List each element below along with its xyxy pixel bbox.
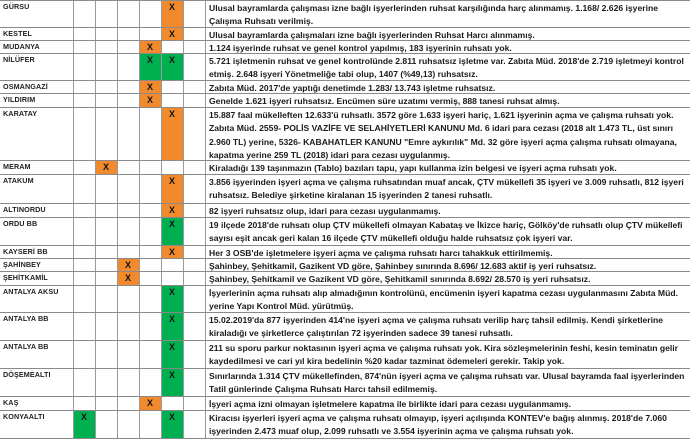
x-mark: X	[125, 260, 132, 270]
x-mark: X	[169, 2, 176, 12]
finding-cell	[205, 272, 690, 285]
municipality-cell	[0, 175, 73, 203]
finding-cell	[205, 175, 690, 203]
finding-text: 19 ilçede 2018'de ruhsatı olup ÇTV mükellefi olmayan Kabataş ve İkizce hariç, Gölköy'de ruhsatlı olup ÇTV mükellefi sayısı eşit ancak geri kalan 16 ilçede ÇTV mükellefi olduğu halde ruhsatsız çok işyeri var.	[209, 220, 683, 244]
category-cell-6	[183, 41, 205, 53]
municipality-name: KARATAY	[3, 109, 38, 118]
municipality-name: NİLÜFER	[3, 55, 35, 64]
municipality-cell	[0, 81, 73, 93]
finding-cell	[205, 204, 690, 217]
x-mark: X	[147, 95, 154, 105]
category-cell-1	[73, 272, 95, 285]
category-cell-6	[183, 286, 205, 312]
category-cell-4	[139, 81, 161, 93]
finding-text: 15.887 faal mükelleften 12.633'ü ruhsatlı. 3572 göre 1.633 işyeri hariç, 1.621 işyerinin açma ve çalışma ruhsatı yok. Zabıta Müd. 2559- POLİS VAZİFE VE SELAHİYETLERİ KANUNU Md. 6 idari para cezası (2018 alt 1.473 TL, üst sınırı 2.960 TL) yerine, 5326- KABAHATLER KANUNU "Emre aykırılık" Md. 32 göre işyeri açma çalışma ruhsatı olmayana, kapatma yerine 259 TL (2018) idari para cezası uygulanmış.	[209, 110, 677, 161]
category-cell-2	[95, 175, 117, 203]
table-row	[0, 53, 690, 80]
finding-text: Şahinbey, Şehitkamil ve Gazikent VD göre, Şehitkamil sınırında 8.692/ 28.570 iş yeri ruhsatsız.	[209, 274, 591, 284]
category-cell-1	[73, 1, 95, 27]
category-cell-2	[95, 313, 117, 340]
finding-text: 1.124 işyerinde ruhsat ve genel kontrol yapılmış, 183 işyerinin ruhsatı yok.	[209, 43, 512, 53]
municipality-name: ATAKUM	[3, 176, 34, 185]
category-cell-4	[139, 369, 161, 396]
category-cell-5	[161, 218, 183, 245]
municipality-cell	[0, 272, 73, 285]
municipality-name: YILDIRIM	[3, 95, 36, 104]
category-cell-1	[73, 94, 95, 107]
finding-cell	[205, 246, 690, 258]
category-cell-2	[95, 54, 117, 80]
finding-text: Genelde 1.621 işyeri ruhsatsız. Encümen süre uzatımı vermiş, 888 tanesi ruhsat almış.	[209, 96, 560, 106]
finding-text: Kiracısı işyerleri işyeri açma ve çalışma ruhsatı olmayıp, işyeri açılışında KONTEV'e bağış alınmış. 2018'de 7.060 işyerinden 2.473 muaf olup, 2.099 ruhsatlı ve 3.554 işyerinin açma ve çalışma ruhsatı yok.	[209, 413, 667, 437]
x-mark: X	[169, 109, 176, 119]
category-cell-2	[95, 204, 117, 217]
finding-text: Zabıta Müd. 2017'de yaptığı denetimde 1.283/ 13.743 işletme ruhsatsız.	[209, 83, 496, 93]
finding-cell	[205, 313, 690, 340]
category-cell-2	[95, 369, 117, 396]
category-cell-3	[117, 411, 139, 438]
x-mark: X	[169, 176, 176, 186]
category-cell-4	[139, 246, 161, 258]
municipality-cell	[0, 1, 73, 27]
x-mark: X	[147, 55, 154, 65]
category-cell-5	[161, 204, 183, 217]
category-cell-6	[183, 161, 205, 174]
category-cell-5	[161, 341, 183, 368]
finding-cell	[205, 411, 690, 438]
finding-text: Ulusal bayramlarda çalışmaları izne bağlı işyerlerinden Ruhsat Harcı alınmamış.	[209, 30, 535, 40]
finding-cell	[205, 1, 690, 27]
x-mark: X	[125, 273, 132, 283]
finding-text: İşyeri açma izni olmayan işletmelere kapatma ile birlikte idari para cezası uygulanmamış.	[209, 399, 572, 409]
municipality-name: KAYSERİ BB	[3, 247, 48, 256]
category-cell-2	[95, 28, 117, 40]
finding-cell	[205, 41, 690, 53]
finding-cell	[205, 259, 690, 271]
category-cell-5	[161, 161, 183, 174]
finding-text: Ulusal bayramlarda çalışması izne bağlı işyerlerinden ruhsat karşılığında harç alınmamış. 1.168/ 2.626 işyerine Çalışma Ruhsatı verilmiş.	[209, 3, 659, 27]
category-cell-3	[117, 108, 139, 160]
x-mark: X	[169, 287, 176, 297]
category-cell-3	[117, 369, 139, 396]
category-cell-3	[117, 397, 139, 410]
municipality-name: OSMANGAZİ	[3, 82, 48, 91]
category-cell-1	[73, 246, 95, 258]
finding-cell	[205, 341, 690, 368]
table-row	[0, 312, 690, 340]
finding-cell	[205, 94, 690, 107]
municipality-name: ANTALYA AKSU	[3, 287, 59, 296]
municipality-name: ŞAHİNBEY	[3, 260, 41, 269]
finding-text: 15.02.2019'da 877 işyerinden 414'ne işyeri açma ve çalışma ruhsatı verilip harç tahsil edilmiş. Kendi şirketlerine kiraladığı ve şirketlerce çalıştırılan 72 işyerinden sadece 39 tanesi ruhsatlı.	[209, 315, 664, 339]
x-mark: X	[169, 55, 176, 65]
finding-text: 82 işyeri ruhsatsız olup, idari para cezası uygulanmamış.	[209, 206, 441, 216]
category-cell-2	[95, 41, 117, 53]
category-cell-5	[161, 1, 183, 27]
municipality-name: MERAM	[3, 162, 31, 171]
x-mark: X	[169, 370, 176, 380]
table-row	[0, 368, 690, 396]
category-cell-6	[183, 54, 205, 80]
category-cell-4	[139, 108, 161, 160]
category-cell-5	[161, 259, 183, 271]
municipality-name: KESTEL	[3, 29, 32, 38]
category-cell-5	[161, 286, 183, 312]
x-mark: X	[169, 205, 176, 215]
municipality-name: GÜRSU	[3, 2, 30, 11]
category-cell-1	[73, 108, 95, 160]
category-cell-6	[183, 259, 205, 271]
category-cell-3	[117, 204, 139, 217]
table-row	[0, 410, 690, 439]
municipality-name: ŞEHİTKAMİL	[3, 273, 48, 282]
table-row	[0, 0, 690, 27]
category-cell-3	[117, 94, 139, 107]
category-cell-3	[117, 246, 139, 258]
table-row	[0, 174, 690, 203]
category-cell-6	[183, 369, 205, 396]
table-row	[0, 396, 690, 410]
category-cell-4	[139, 175, 161, 203]
category-cell-6	[183, 272, 205, 285]
category-cell-6	[183, 397, 205, 410]
category-cell-4	[139, 341, 161, 368]
category-cell-5	[161, 28, 183, 40]
municipality-name: MUDANYA	[3, 42, 40, 51]
table-row	[0, 271, 690, 285]
category-cell-3	[117, 175, 139, 203]
category-cell-2	[95, 218, 117, 245]
category-cell-2	[95, 286, 117, 312]
category-cell-3	[117, 161, 139, 174]
municipality-cell	[0, 41, 73, 53]
category-cell-3	[117, 259, 139, 271]
municipality-name: ANTALYA BB	[3, 342, 49, 351]
x-mark: X	[169, 412, 176, 422]
category-cell-1	[73, 341, 95, 368]
category-cell-6	[183, 108, 205, 160]
category-cell-5	[161, 108, 183, 160]
category-cell-5	[161, 54, 183, 80]
municipality-cell	[0, 218, 73, 245]
category-cell-4	[139, 41, 161, 53]
x-mark: X	[147, 42, 154, 52]
category-cell-5	[161, 272, 183, 285]
category-cell-6	[183, 204, 205, 217]
municipality-name: ALTINORDU	[3, 205, 46, 214]
category-cell-2	[95, 246, 117, 258]
x-mark: X	[169, 314, 176, 324]
category-cell-1	[73, 161, 95, 174]
category-cell-3	[117, 313, 139, 340]
finding-cell	[205, 397, 690, 410]
table-row	[0, 27, 690, 40]
category-cell-3	[117, 218, 139, 245]
category-cell-4	[139, 94, 161, 107]
category-cell-6	[183, 341, 205, 368]
finding-text: Şahinbey, Şehitkamil, Gazikent VD göre, Şahinbey sınırında 8.696/ 12.683 aktif iş yeri ruhsatsız.	[209, 261, 597, 271]
finding-text: Her 3 OSB'de işletmelere işyeri açma ve çalışma ruhsatı harcı tahakkuk ettirilmemiş.	[209, 248, 553, 258]
municipality-name: KONYAALTI	[3, 412, 45, 421]
category-cell-2	[95, 81, 117, 93]
municipality-name: KAŞ	[3, 398, 19, 407]
category-cell-2	[95, 397, 117, 410]
municipality-cell	[0, 259, 73, 271]
municipality-cell	[0, 94, 73, 107]
category-cell-3	[117, 341, 139, 368]
table-row	[0, 203, 690, 217]
category-cell-4	[139, 272, 161, 285]
x-mark: X	[169, 219, 176, 229]
municipality-cell	[0, 204, 73, 217]
finding-cell	[205, 369, 690, 396]
category-cell-3	[117, 41, 139, 53]
municipality-name: ORDU BB	[3, 219, 38, 228]
municipality-cell	[0, 54, 73, 80]
category-cell-1	[73, 218, 95, 245]
finding-cell	[205, 81, 690, 93]
category-cell-5	[161, 313, 183, 340]
category-cell-4	[139, 411, 161, 438]
category-cell-1	[73, 41, 95, 53]
table-row	[0, 40, 690, 53]
category-cell-6	[183, 28, 205, 40]
x-mark: X	[169, 247, 176, 257]
category-cell-1	[73, 369, 95, 396]
table-row	[0, 258, 690, 271]
municipality-cell	[0, 286, 73, 312]
finding-text: 211 su sporu parkur noktasının işyeri açma ve çalışma ruhsatı yok. Kira sözleşmelerinin feshi, kesin teminatın gelir kaydedilmesi ve cari yıl kira bedelinin %20 kadar tazminat ödemeleri gerekir. Takip yok.	[209, 343, 679, 367]
category-cell-4	[139, 218, 161, 245]
table-row	[0, 340, 690, 368]
finding-cell	[205, 28, 690, 40]
category-cell-6	[183, 81, 205, 93]
category-cell-1	[73, 28, 95, 40]
category-cell-5	[161, 81, 183, 93]
category-cell-4	[139, 28, 161, 40]
category-cell-1	[73, 204, 95, 217]
category-cell-6	[183, 246, 205, 258]
finding-cell	[205, 286, 690, 312]
category-cell-4	[139, 259, 161, 271]
municipality-cell	[0, 369, 73, 396]
x-mark: X	[147, 398, 154, 408]
finding-text: Kiraladığı 139 taşınmazın (Tablo) bazıları tapu, yapı kullanma izin belgesi ve işyeri açma ruhsatı yok.	[209, 163, 617, 173]
finding-cell	[205, 161, 690, 174]
municipality-cell	[0, 28, 73, 40]
municipality-cell	[0, 246, 73, 258]
municipality-name: ANTALYA BB	[3, 314, 49, 323]
finding-cell	[205, 218, 690, 245]
category-cell-5	[161, 246, 183, 258]
category-cell-1	[73, 397, 95, 410]
category-cell-1	[73, 54, 95, 80]
category-cell-6	[183, 94, 205, 107]
category-cell-6	[183, 313, 205, 340]
category-cell-5	[161, 397, 183, 410]
category-cell-4	[139, 1, 161, 27]
municipality-cell	[0, 313, 73, 340]
category-cell-2	[95, 259, 117, 271]
category-cell-3	[117, 28, 139, 40]
category-cell-4	[139, 397, 161, 410]
category-cell-3	[117, 81, 139, 93]
category-cell-2	[95, 1, 117, 27]
x-mark: X	[147, 82, 154, 92]
x-mark: X	[169, 29, 176, 39]
category-cell-3	[117, 1, 139, 27]
category-cell-4	[139, 54, 161, 80]
category-cell-6	[183, 411, 205, 438]
category-cell-1	[73, 81, 95, 93]
municipality-cell	[0, 341, 73, 368]
category-cell-3	[117, 286, 139, 312]
municipality-cell	[0, 108, 73, 160]
category-cell-3	[117, 272, 139, 285]
municipality-cell	[0, 397, 73, 410]
category-cell-1	[73, 313, 95, 340]
table-row	[0, 107, 690, 160]
category-cell-2	[95, 411, 117, 438]
category-cell-1	[73, 259, 95, 271]
category-cell-4	[139, 286, 161, 312]
category-cell-1	[73, 175, 95, 203]
finding-cell	[205, 108, 690, 160]
finding-cell	[205, 54, 690, 80]
category-cell-2	[95, 108, 117, 160]
table-row	[0, 285, 690, 312]
category-cell-4	[139, 313, 161, 340]
table-row	[0, 217, 690, 245]
category-cell-6	[183, 1, 205, 27]
category-cell-4	[139, 161, 161, 174]
finding-text: 3.856 işyerinden işyeri açma ve çalışma ruhsatından muaf ancak, ÇTV mükellefi 35 işyeri ve 3.009 ruhsatlı, 812 işyeri ruhsatsız. Belediye şirketine kiralanan 15 işyerinden 2 tanesi ruhsatlı.	[209, 177, 684, 201]
x-mark: X	[169, 342, 176, 352]
category-cell-1	[73, 411, 95, 438]
x-mark: X	[81, 412, 88, 422]
municipality-name: DÖŞEMEALTI	[3, 370, 51, 379]
municipality-cell	[0, 411, 73, 438]
category-cell-6	[183, 175, 205, 203]
category-cell-3	[117, 54, 139, 80]
table-row	[0, 93, 690, 107]
table-row	[0, 80, 690, 93]
category-cell-2	[95, 161, 117, 174]
category-cell-2	[95, 272, 117, 285]
table-row	[0, 160, 690, 174]
x-mark: X	[103, 162, 110, 172]
category-cell-5	[161, 411, 183, 438]
category-cell-5	[161, 94, 183, 107]
finding-text: Sınırlarında 1.314 ÇTV mükellefinden, 874'nün işyeri açma ve çalışma ruhsatı var. Ulusal bayramda faal işyerlerinden Tatil günlerinde Çalışma Ruhsatı Harcı tahsil edilmemiş.	[209, 371, 685, 395]
category-cell-5	[161, 41, 183, 53]
category-cell-5	[161, 175, 183, 203]
finding-text: İşyerlerinin açma ruhsatı alıp almadığının kontrolünü, encümenin işyeri kapatma cezası uygulanmasını Zabıta Müd. yerine Yapı Kontrol Müd. yürütmüş.	[209, 288, 678, 312]
category-cell-5	[161, 369, 183, 396]
category-cell-1	[73, 286, 95, 312]
table-row	[0, 245, 690, 258]
category-cell-2	[95, 94, 117, 107]
category-cell-6	[183, 218, 205, 245]
category-cell-2	[95, 341, 117, 368]
municipality-cell	[0, 161, 73, 174]
category-cell-4	[139, 204, 161, 217]
finding-text: 5.721 işletmenin ruhsat ve genel kontrolünde 2.811 ruhsatsız işletme var. Zabıta Müd. 2018'de 2.719 işletmeyi kontrol etmiş. 2.648 işyeri Yönetmeliğe tabi olup, 1407 (%49,13) ruhsatsız.	[209, 56, 684, 80]
